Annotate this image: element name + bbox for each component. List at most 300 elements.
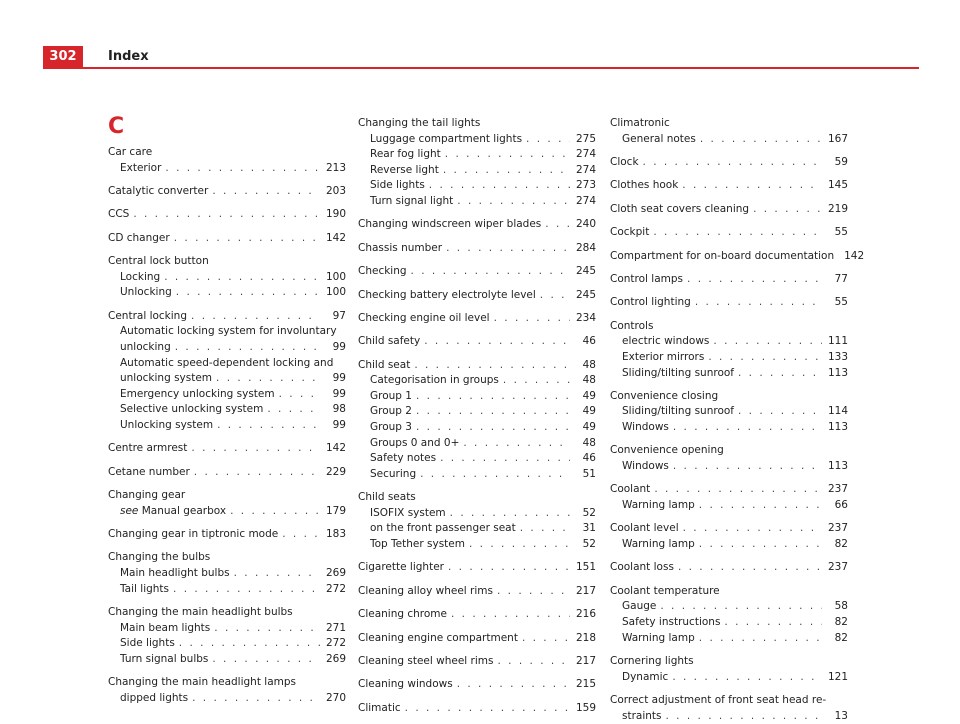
index-entry: [108, 566, 346, 582]
page-reference: 46: [582, 335, 596, 348]
index-term: Selective unlocking system: [120, 403, 264, 416]
dot-leader: [176, 285, 320, 301]
index-term: Sliding/tilting sunroof: [622, 366, 734, 379]
page-reference: 216: [575, 608, 596, 621]
index-term: Compartment for on-board documentation: [610, 249, 835, 262]
dot-leader: [416, 389, 570, 405]
index-term: Clothes hook: [610, 179, 679, 192]
index-heading: Changing gear: [108, 489, 186, 502]
page-reference: 99: [332, 387, 346, 400]
index-entry: [358, 404, 596, 420]
index-term: Cleaning steel wheel rims: [358, 654, 494, 667]
index-heading: Changing the tail lights: [358, 117, 481, 129]
page-reference: 98: [332, 403, 346, 416]
index-term: Safety instructions: [622, 616, 721, 628]
dot-leader: [683, 521, 822, 537]
index-term: Windows: [622, 460, 669, 473]
dot-leader: [165, 161, 320, 177]
index-entry: [610, 272, 848, 288]
index-term: Group 1: [370, 389, 412, 402]
page-reference: 55: [834, 226, 848, 239]
page-reference: 111: [827, 335, 848, 348]
index-entry: [358, 607, 596, 623]
index-term: Group 2: [370, 405, 412, 418]
index-term: Control lamps: [610, 272, 684, 285]
index-term: on the front passenger seat: [370, 522, 516, 535]
index-term: Emergency unlocking system: [120, 387, 275, 400]
dot-leader: [416, 404, 570, 420]
dot-leader: [738, 366, 822, 382]
index-entry: [358, 631, 596, 647]
index-entry: [610, 249, 865, 265]
dot-leader: [443, 163, 570, 179]
dot-leader: [498, 654, 571, 670]
index-entry: [358, 217, 596, 233]
index-term: Chassis number: [358, 241, 443, 254]
page-reference: 240: [575, 218, 596, 231]
index-term-text: Manual gearbox: [141, 504, 227, 517]
page-reference: 284: [575, 241, 596, 254]
index-term: Catalytic converter: [108, 184, 209, 197]
index-entry: [358, 420, 596, 436]
index-entry: [108, 691, 346, 707]
index-entry: [108, 270, 346, 286]
index-term: Checking: [358, 265, 407, 278]
dot-leader: [695, 295, 822, 311]
header-divider: [43, 67, 919, 69]
dot-leader: [416, 420, 570, 436]
index-term: Child seat: [358, 358, 411, 371]
dot-leader: [494, 311, 570, 327]
page-reference: 55: [834, 296, 848, 309]
index-term: Coolant: [610, 483, 651, 496]
index-term: Changing windscreen wiper blades: [358, 218, 542, 231]
index-term: Unlocking: [120, 286, 172, 299]
index-heading: Changing the main headlight lamps: [108, 676, 296, 689]
dot-leader: [191, 309, 320, 325]
dot-leader: [405, 701, 570, 717]
index-term: unlocking system: [120, 372, 213, 385]
index-term: Cleaning chrome: [358, 608, 447, 621]
dot-leader: [463, 436, 570, 452]
index-term: straints: [622, 709, 662, 722]
index-entry: [358, 132, 596, 148]
page-reference: 113: [827, 366, 848, 379]
index-entry: [610, 498, 848, 514]
page-reference: 100: [325, 270, 346, 283]
dot-leader: [451, 607, 570, 623]
index-term: Categorisation in groups: [370, 374, 499, 387]
index-term: CD changer: [108, 231, 170, 244]
index-entry: [358, 178, 596, 194]
index-term: Warning lamp: [622, 499, 695, 512]
page-reference: 167: [827, 132, 848, 145]
index-entry: [358, 311, 596, 327]
page-reference: 218: [575, 631, 596, 644]
index-entry: [610, 521, 848, 537]
index-entry: [108, 504, 346, 520]
index-entry: [358, 451, 596, 467]
index-entry: [610, 420, 848, 436]
index-term: Dynamic: [622, 670, 669, 683]
page-reference: 52: [582, 506, 596, 519]
index-column-3: [610, 116, 865, 724]
index-term: Unlocking system: [120, 418, 214, 431]
index-term: Centre armrest: [108, 442, 188, 455]
index-term: Top Tether system: [370, 538, 465, 551]
index-entry: [108, 621, 346, 637]
index-entry: [358, 389, 596, 405]
dot-leader: [212, 184, 320, 200]
index-term: Coolant level: [610, 522, 679, 535]
index-entry: [358, 560, 596, 576]
index-term: Gauge: [622, 600, 657, 613]
index-heading: Cornering lights: [610, 654, 694, 667]
index-term: Cleaning windows: [358, 678, 453, 691]
index-entry: [358, 677, 596, 693]
index-term: Tail lights: [120, 582, 170, 595]
index-entry: [108, 418, 346, 434]
index-entry: [358, 584, 596, 600]
page-reference: 190: [325, 208, 346, 221]
page-number: 302: [43, 46, 83, 68]
index-term: Cockpit: [610, 226, 650, 239]
index-term: Turn signal light: [370, 194, 454, 207]
dot-leader: [440, 451, 570, 467]
page-reference: 142: [844, 249, 865, 262]
dot-leader: [738, 404, 822, 420]
dot-leader: [411, 264, 570, 280]
index-term: Locking: [120, 270, 161, 283]
dot-leader: [673, 420, 822, 436]
page-reference: 121: [827, 670, 848, 683]
index-heading: Car care: [108, 146, 153, 158]
page-reference: 151: [575, 561, 596, 574]
page-reference: 99: [332, 418, 346, 431]
index-term: ISOFIX system: [370, 506, 446, 519]
dot-leader: [654, 482, 822, 498]
index-term: Climatic: [358, 701, 401, 714]
index-entry: [108, 207, 346, 223]
dot-leader: [424, 334, 570, 350]
index-term: CCS: [108, 208, 130, 221]
index-term: Changing gear in tiptronic mode: [108, 528, 279, 541]
index-entry: [358, 701, 596, 717]
page-reference: 142: [325, 231, 346, 244]
dot-leader: [282, 527, 320, 543]
index-term: Cetane number: [108, 465, 190, 478]
page-reference: 179: [325, 504, 346, 517]
page-reference: 274: [575, 148, 596, 161]
page-reference: 48: [582, 436, 596, 449]
page-reference: 217: [575, 654, 596, 667]
dot-leader: [194, 465, 320, 481]
dot-leader: [446, 241, 570, 257]
page-reference: 46: [582, 452, 596, 465]
dot-leader: [666, 709, 823, 724]
dot-leader: [699, 631, 822, 647]
index-entry: [358, 194, 596, 210]
page-reference: 183: [325, 528, 346, 541]
dot-leader: [545, 217, 570, 233]
dot-leader: [420, 467, 570, 483]
dot-leader: [267, 402, 320, 418]
index-entry: [610, 334, 848, 350]
index-term: unlocking: [120, 340, 171, 353]
dot-leader: [469, 537, 570, 553]
index-entry: [610, 178, 848, 194]
index-entry: [108, 582, 346, 598]
dot-leader: [450, 506, 570, 522]
index-term: Side lights: [120, 637, 175, 650]
page-reference: 59: [834, 155, 848, 168]
page-reference: 77: [834, 272, 848, 285]
page-reference: 272: [325, 582, 346, 595]
index-term: Cloth seat covers cleaning: [610, 202, 750, 215]
page-reference: 82: [834, 616, 848, 628]
dot-leader: [234, 566, 320, 582]
page-reference: 237: [827, 561, 848, 574]
dot-leader: [672, 670, 822, 686]
page-reference: 48: [582, 374, 596, 387]
dot-leader: [522, 631, 570, 647]
dot-leader: [457, 677, 570, 693]
index-entry: [358, 163, 596, 179]
index-entry: [108, 371, 346, 387]
index-entry: [610, 599, 848, 615]
index-entry: [358, 506, 596, 522]
dot-leader: [713, 334, 822, 350]
index-entry: [610, 202, 848, 218]
index-heading: Climatronic: [610, 117, 670, 129]
index-term: Rear fog light: [370, 148, 441, 161]
page-reference: 269: [325, 567, 346, 580]
index-entry: [358, 467, 596, 483]
dot-leader: [724, 615, 822, 631]
page-reference: 99: [332, 372, 346, 385]
page-reference: 51: [582, 467, 596, 480]
dot-leader: [173, 582, 320, 598]
page-reference: 82: [834, 631, 848, 644]
page-reference: 100: [325, 286, 346, 299]
index-entry: [108, 652, 346, 668]
index-term: Turn signal bulbs: [120, 652, 209, 665]
index-term: Exterior mirrors: [622, 350, 705, 363]
page-reference: 49: [582, 389, 596, 402]
index-entry: [610, 459, 848, 475]
index-term: Control lighting: [610, 296, 691, 309]
page-reference: 217: [575, 584, 596, 597]
dot-leader: [503, 373, 570, 389]
dot-leader: [191, 441, 320, 457]
page-reference: 237: [827, 483, 848, 496]
index-entry: [610, 132, 848, 148]
dot-leader: [753, 202, 822, 218]
dot-leader: [699, 498, 822, 514]
dot-leader: [448, 560, 570, 576]
dot-leader: [520, 521, 570, 537]
page-reference: 133: [827, 350, 848, 363]
index-entry: [108, 527, 346, 543]
dot-leader: [660, 599, 822, 615]
index-entry: [358, 436, 596, 452]
page-reference: 229: [325, 465, 346, 478]
index-heading: Child seats: [358, 491, 416, 504]
index-entry: [610, 560, 848, 576]
index-entry: [108, 231, 346, 247]
dot-leader: [699, 537, 822, 553]
index-entry: [358, 288, 596, 304]
index-entry: [610, 631, 848, 647]
page-reference: 114: [827, 405, 848, 418]
index-entry: [358, 358, 596, 374]
page-reference: 113: [827, 460, 848, 473]
page-reference: 159: [575, 701, 596, 714]
page-reference: 52: [582, 538, 596, 551]
page-reference: 275: [575, 132, 596, 145]
index-entry: [108, 387, 346, 403]
page-header: [0, 0, 960, 80]
index-heading: Central lock button: [108, 255, 209, 268]
dot-leader: [687, 272, 822, 288]
index-entry: [610, 404, 848, 420]
index-entry: [610, 615, 848, 631]
index-term: Side lights: [370, 179, 425, 192]
index-term: dipped lights: [120, 691, 189, 704]
page-reference: 271: [325, 621, 346, 634]
index-term: Main headlight bulbs: [120, 567, 230, 580]
dot-leader: [673, 459, 822, 475]
index-term: Safety notes: [370, 452, 437, 465]
dot-leader: [217, 418, 320, 434]
page-reference: 13: [834, 709, 848, 722]
page-reference: 203: [325, 184, 346, 197]
page-reference: 58: [834, 600, 848, 613]
page-reference: 237: [827, 522, 848, 535]
index-term: Warning lamp: [622, 631, 695, 644]
dot-leader: [212, 652, 320, 668]
index-term: General notes: [622, 132, 696, 145]
index-entry: [358, 147, 596, 163]
page-reference: 274: [575, 163, 596, 176]
index-entry: [610, 709, 848, 724]
page-reference: 145: [827, 179, 848, 192]
page-reference: 66: [834, 499, 848, 512]
dot-leader: [653, 225, 822, 241]
index-entry: [358, 654, 596, 670]
index-entry: [358, 521, 596, 537]
index-entry-text: Automatic speed-dependent locking and: [120, 356, 334, 369]
index-entry: [358, 241, 596, 257]
dot-leader: [429, 178, 570, 194]
index-entry: [108, 402, 346, 418]
dot-leader: [214, 621, 320, 637]
index-entry: [108, 285, 346, 301]
page-reference: 234: [575, 311, 596, 324]
index-entry: [108, 161, 346, 177]
index-entry-text: Automatic locking system for involuntary: [120, 325, 337, 338]
page-reference: 82: [834, 538, 848, 551]
index-term: Warning lamp: [622, 538, 695, 551]
page-reference: 31: [582, 522, 596, 535]
dot-leader: [230, 504, 320, 520]
index-term: Central locking: [108, 309, 188, 322]
index-heading: Coolant temperature: [610, 584, 720, 597]
index-heading: Controls: [610, 319, 654, 332]
index-term: Exterior: [120, 161, 162, 174]
index-term: Child safety: [358, 335, 421, 348]
index-entry: [108, 636, 346, 652]
index-entry: [610, 366, 848, 382]
dot-leader: [643, 155, 822, 171]
dot-leader: [179, 636, 320, 652]
dot-leader: [457, 194, 570, 210]
index-heading: Changing the bulbs: [108, 551, 211, 564]
page-reference: 142: [325, 442, 346, 455]
index-term: Securing: [370, 467, 417, 480]
dot-leader: [216, 371, 320, 387]
index-entry: [108, 465, 346, 481]
dot-leader: [678, 560, 822, 576]
index-heading: Changing the main headlight bulbs: [108, 606, 293, 619]
page-reference: 49: [582, 405, 596, 418]
page-reference: 274: [575, 194, 596, 207]
dot-leader: [175, 340, 320, 356]
page-reference: 99: [332, 340, 346, 353]
index-term: Checking engine oil level: [358, 311, 490, 324]
dot-leader: [708, 350, 822, 366]
index-term: Cigarette lighter: [358, 561, 444, 574]
page-reference: 245: [575, 265, 596, 278]
index-entry: [358, 334, 596, 350]
index-entry: [610, 225, 848, 241]
index-entry-text: Correct adjustment of front seat head re-: [610, 693, 827, 706]
dot-leader: [540, 288, 570, 304]
page-reference: 215: [575, 678, 596, 691]
dot-leader: [497, 584, 570, 600]
index-term: Cleaning alloy wheel rims: [358, 584, 493, 597]
page-reference: 213: [325, 161, 346, 174]
index-term: Luggage compartment lights: [370, 132, 523, 145]
dot-leader: [164, 270, 320, 286]
index-term: Groups 0 and 0+: [370, 436, 460, 449]
dot-leader: [526, 132, 570, 148]
index-entry: [610, 670, 848, 686]
page-reference: 97: [332, 309, 346, 322]
index-heading: Convenience closing: [610, 389, 719, 402]
dot-leader: [192, 691, 320, 707]
page-reference: 113: [827, 421, 848, 434]
index-column-2: [358, 116, 596, 716]
page-reference: 269: [325, 652, 346, 665]
index-term: Reverse light: [370, 163, 439, 176]
index-term: Sliding/tilting sunroof: [622, 405, 734, 418]
section-letter: C: [108, 114, 125, 139]
dot-leader: [700, 132, 822, 148]
index-entry: [610, 482, 848, 498]
page-reference: 273: [575, 179, 596, 192]
index-entry: [358, 373, 596, 389]
index-column-1: [108, 145, 346, 706]
index-heading: Convenience opening: [610, 444, 724, 457]
index-term: Group 3: [370, 421, 412, 434]
dot-leader: [279, 387, 320, 403]
index-entry: [610, 537, 848, 553]
index-entry: [358, 537, 596, 553]
index-term: Coolant loss: [610, 561, 674, 574]
index-entry: [610, 350, 848, 366]
index-entry: [108, 340, 346, 356]
